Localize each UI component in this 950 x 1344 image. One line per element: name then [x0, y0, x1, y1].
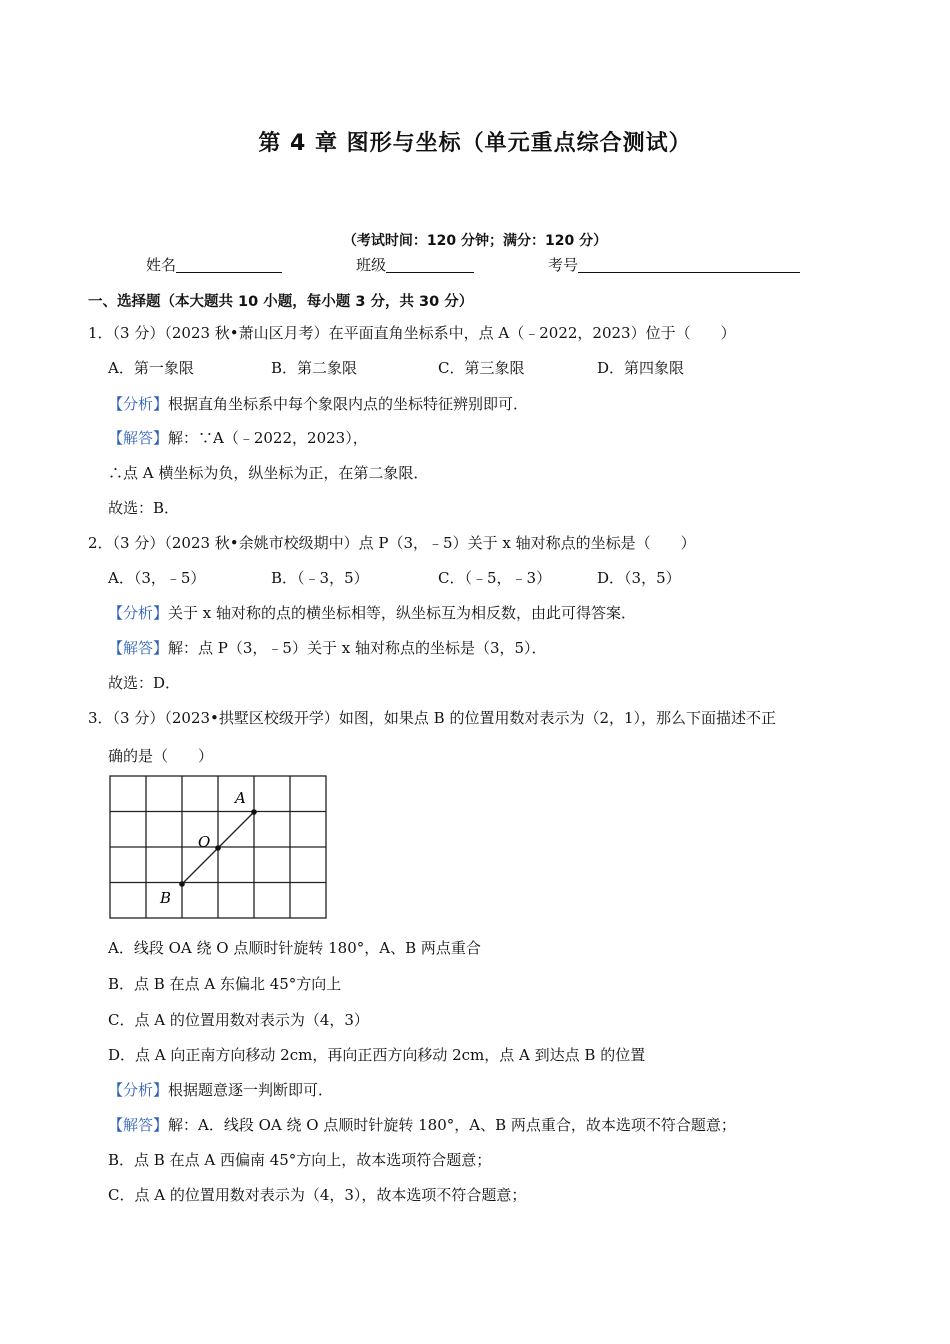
q2-stem: 2．（3 分）（2023 秋•余姚市校级期中）点 P（3，﹣5）关于 x 轴对称点的坐标是（ ）: [88, 534, 696, 552]
class-field[interactable]: [356, 254, 474, 275]
q3-answer-text: 解：A．线段 OA 绕 O 点顺时针旋转 180°，A、B 两点重合，故本选项不符合题意；: [168, 1116, 736, 1134]
name-field[interactable]: [146, 254, 282, 275]
q1-answer: [108, 427, 368, 448]
q3-analysis-text: 根据题意逐一判断即可．: [168, 1081, 334, 1099]
page-title: 第 4 章 图形与坐标（单元重点综合测试）: [258, 131, 692, 156]
q3-stem-line2: 确的是（ ）: [108, 747, 214, 765]
q1-analysis: [108, 393, 528, 414]
q1-choice: 故选：B．: [108, 499, 180, 517]
q3-answer-line-c: C．点 A 的位置用数对表示为（4，3），故本选项不符合题意；: [108, 1186, 527, 1204]
label-b: B: [160, 889, 172, 907]
analysis-tag: 【分析】: [108, 604, 169, 622]
q1-option-a: A．第一象限: [108, 359, 194, 377]
q2-choice: 故选：D．: [108, 674, 181, 692]
q1-option-d: D．第四象限: [597, 359, 685, 377]
id-label: 考号: [548, 256, 579, 274]
q2-option-c: C．（﹣5，﹣3）: [438, 569, 552, 587]
q1-stem: 1．（3 分）（2023 秋•萧山区月考）在平面直角坐标系中，点 A（﹣2022，2023）位于（ ）: [88, 324, 736, 342]
answer-tag: 【解答】: [108, 639, 169, 657]
label-o: O: [198, 833, 211, 851]
name-label: 姓名: [146, 256, 177, 274]
name-blank-line: [176, 257, 282, 273]
q3-grid-figure: [108, 774, 330, 922]
answer-tag: 【解答】: [108, 429, 169, 447]
q2-answer: [108, 637, 547, 658]
q2-analysis-text: 关于 x 轴对称的点的横坐标相等，纵坐标互为相反数，由此可得答案．: [168, 604, 637, 622]
student-info-fields: [0, 254, 950, 278]
id-blank-line: [578, 257, 800, 273]
q3-answer-line-b: B．点 B 在点 A 西偏南 45°方向上，故本选项符合题意；: [108, 1151, 492, 1169]
q2-option-a: A．（3，﹣5）: [108, 569, 206, 587]
point-a: [251, 809, 257, 815]
q1-analysis-text: 根据直角坐标系中每个象限内点的坐标特征辨别即可．: [168, 395, 529, 413]
q3-option-c: C．点 A 的位置用数对表示为（4，3）: [108, 1011, 369, 1029]
q2-analysis: [108, 602, 636, 623]
q3-analysis: [108, 1079, 333, 1100]
class-label: 班级: [356, 256, 387, 274]
q3-option-b: B．点 B 在点 A 东偏北 45°方向上: [108, 975, 342, 993]
q1-option-b: B．第二象限: [271, 359, 358, 377]
analysis-tag: 【分析】: [108, 1081, 169, 1099]
q3-option-a: A．线段 OA 绕 O 点顺时针旋转 180°，A、B 两点重合: [108, 939, 481, 957]
analysis-tag: 【分析】: [108, 395, 169, 413]
section-heading: 一、选择题（本大题共 10 小题，每小题 3 分，共 30 分）: [88, 294, 474, 310]
q1-option-c: C．第三象限: [438, 359, 525, 377]
exam-info: （考试时间：120 分钟；满分：120 分）: [342, 233, 608, 249]
q2-option-d: D．（3，5）: [597, 569, 681, 587]
point-b: [179, 881, 185, 887]
class-blank-line: [386, 257, 474, 273]
q3-stem-line1: 3．（3 分）（2023•拱墅区校级开学）如图，如果点 B 的位置用数对表示为（2，1），那么下面描述不正: [88, 709, 777, 727]
point-o: [215, 845, 221, 851]
q2-answer-text: 解：点 P（3，﹣5）关于 x 轴对称点的坐标是（3，5）．: [168, 639, 547, 657]
q3-answer: [108, 1114, 736, 1135]
q2-option-b: B．（﹣3，5）: [271, 569, 369, 587]
label-a: A: [235, 789, 246, 807]
answer-tag: 【解答】: [108, 1116, 169, 1134]
q1-answer-text: 解：∵A（﹣2022，2023），: [168, 429, 368, 447]
id-field[interactable]: [548, 254, 800, 275]
q3-option-d: D．点 A 向正南方向移动 2cm，再向正西方向移动 2cm，点 A 到达点 B 的位置: [108, 1046, 646, 1064]
q1-answer-line2: ∴点 A 横坐标为负，纵坐标为正，在第二象限．: [108, 464, 429, 482]
